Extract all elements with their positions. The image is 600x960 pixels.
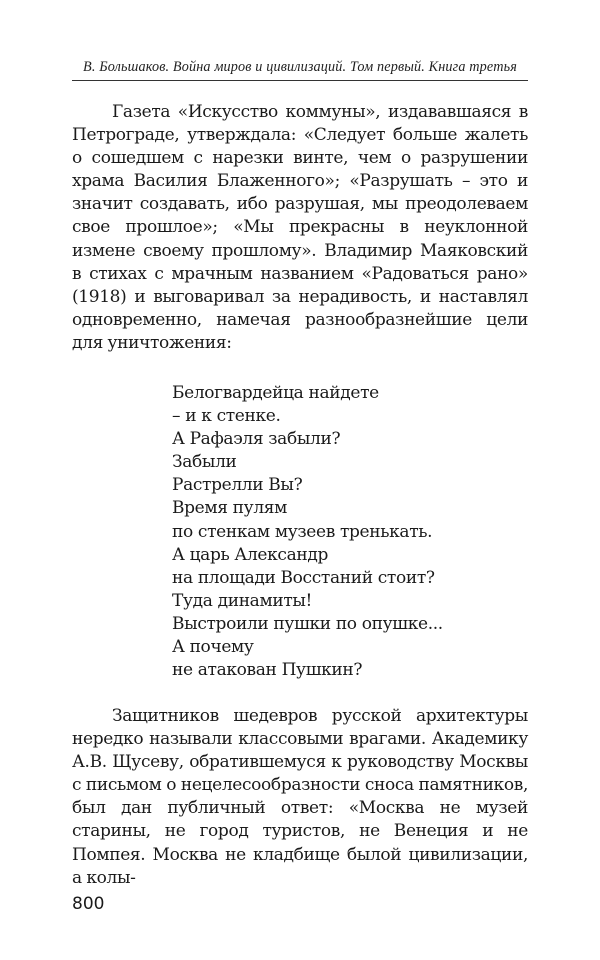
poem-line: А почему: [172, 637, 254, 658]
poem-line: – и к стенке.: [172, 406, 281, 427]
poem-line: А царь Александр: [172, 544, 328, 565]
poem-line: Забыли: [172, 452, 237, 473]
page-number: 800: [72, 894, 105, 914]
poem-line: Время пулям: [172, 498, 288, 519]
poem-line: по стенкам музеев тренькать.: [172, 521, 433, 542]
poem-line: Туда динамиты!: [172, 590, 313, 611]
paragraph-1: [72, 101, 528, 355]
poem-line: на площади Восстаний стоит?: [172, 567, 435, 588]
paragraph-2: [72, 705, 528, 890]
running-header: В. Большаков. Война миров и цивилизаций. Том первый. Книга третья: [83, 59, 517, 75]
header-rule: [72, 80, 528, 81]
paragraph-2-text: Защитников шедевров русской архитектуры нередко называли классовыми врагами. Академику А.В. Щусеву, обратившемуся к руководству Москвы с письмом о нецелесообразности сноса памятников, был дан публичный ответ: «Москва не музей старины, не город туристов, не Венеция и не Помпея. Москва не кладбище былой цивилизации, а колы-: [72, 706, 528, 888]
poem-line: Белогвардейца найдете: [172, 383, 379, 403]
poem-line: Растрелли Вы?: [172, 475, 303, 496]
poem-line: Выстроили пушки по опушке...: [172, 613, 443, 634]
paragraph-1-text: Газета «Искусство коммуны», издававшаяся в Петрограде, утверждала: «Следует больше жалеть о сошедшем с нарезки винте, чем о разрушении храма Василия Блаженного»; «Разрушать – это и значит создавать, ибо разрушая, мы преодолеваем свое прошлое»; «Мы прекрасны в неуклонной измене своему прошлому». Владимир Маяковский в стихах с мрачным названием «Радоваться рано» (1918) и выговаривал за нерадивость, и наставлял одновременно, намечая разнообразнейшие цели для уничтожения:: [72, 102, 528, 353]
poem-line: не атакован Пушкин?: [172, 660, 363, 681]
poem-line: А Рафаэля забыли?: [172, 429, 341, 450]
poem-quote: [172, 382, 443, 682]
